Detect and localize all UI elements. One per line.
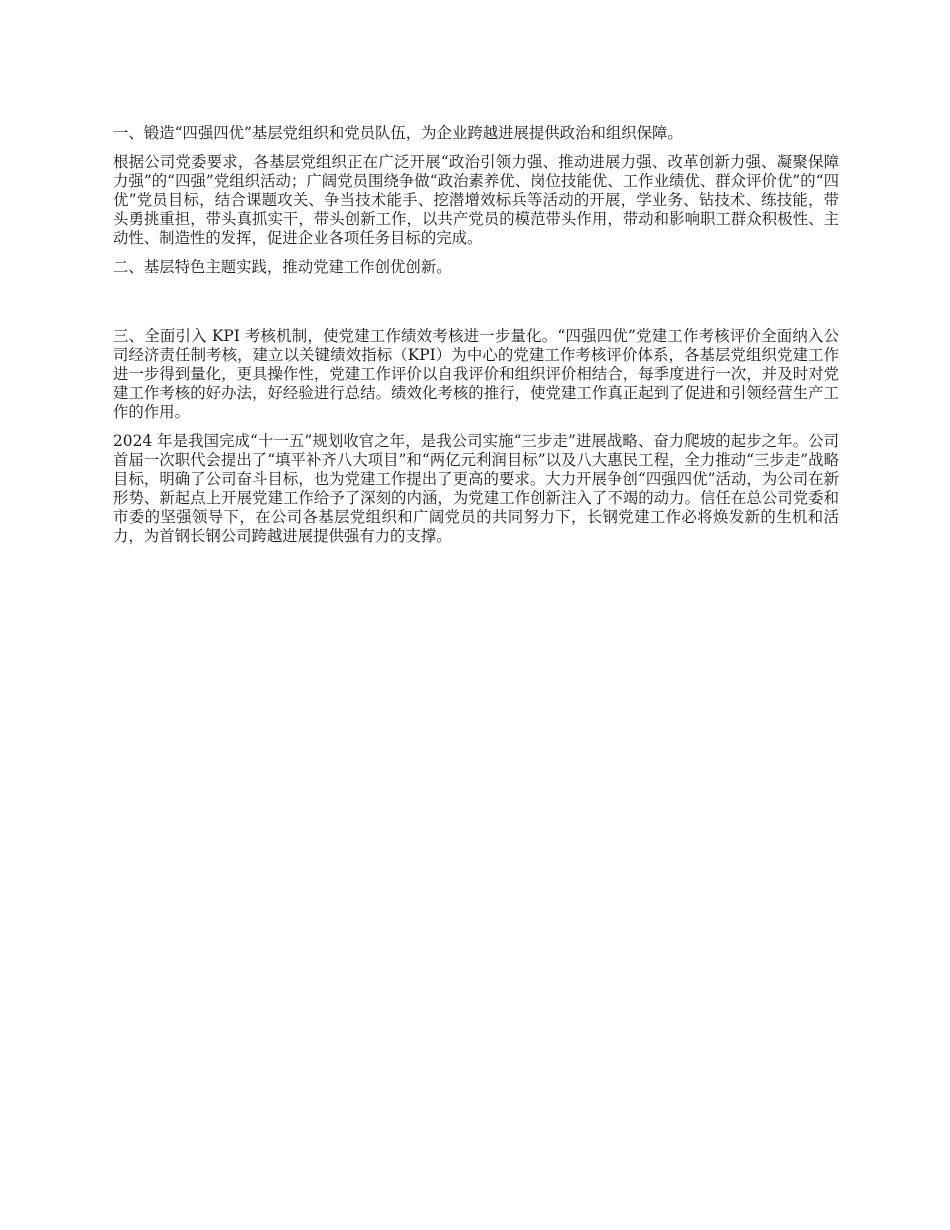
section-heading-1: 一、锻造“四强四优”基层党组织和党员队伍，为企业跨越进展提供政治和组织保障。: [113, 124, 683, 142]
paragraph-2024-outlook: 2024 年是我国完成“十一五”规划收官之年，是我公司实施“三步走”进展战略、奋力爬坡的起步之年。公司首届一次职代会提出了“填平补齐八大项目”和“两亿元利润目标”以及八大惠民工程，全力推动“三步走”战略目标，明确了公司奋斗目标，也为党建工作提出了更高的要求。大力开展争创“四强四优”活动，为公司在新形势、新起点上开展党建工作给予了深刻的内涵，为党建工作创新注入了不竭的动力。信任在总公司党委和市委的坚强领导下，在公司各基层党组织和广阔党员的共同努力下，长钢党建工作必将焕发新的生机和活力，为首钢长钢公司跨越进展提供强有力的支撑。: [113, 432, 839, 545]
document-body: [113, 124, 839, 556]
blank-gap: [113, 287, 839, 327]
paragraph-four-strong-four-excellent: 根据公司党委要求，各基层党组织正在广泛开展“政治引领力强、推动进展力强、改革创新力强、凝聚保障力强”的“四强”党组织活动；广阔党员围绕争做“政治素养优、岗位技能优、工作业绩优、群众评价优”的“四优”党员目标，结合课题攻关、争当技术能手、挖潜增效标兵等活动的开展，学业务、钻技术、练技能，带头勇挑重担，带头真抓实干，带头创新工作，以共产党员的模范带头作用，带动和影响职工群众积极性、主动性、制造性的发挥，促进企业各项任务目标的完成。: [113, 153, 839, 247]
section-heading-2: 二、基层特色主题实践，推动党建工作创优创新。: [113, 258, 452, 276]
paragraph-kpi-assessment: 三、全面引入 KPI 考核机制，使党建工作绩效考核进一步量化。“四强四优”党建工作考核评价全面纳入公司经济责任制考核，建立以关键绩效指标（KPI）为中心的党建工作考核评价体系，各基层党组织党建工作进一步得到量化，更具操作性，党建工作评价以自我评价和组织评价相结合，每季度进行一次，并及时对党建工作考核的好办法，好经验进行总结。绩效化考核的推行，使党建工作真正起到了促进和引领经营生产工作的作用。: [113, 327, 839, 421]
